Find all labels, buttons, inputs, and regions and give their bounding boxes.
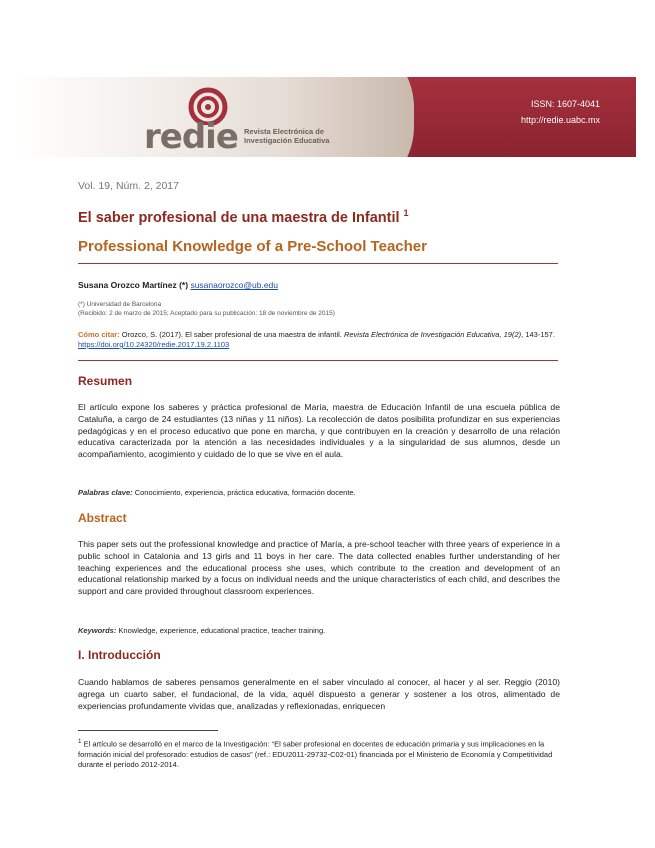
doi-link[interactable]: https://doi.org/10.24320/redie.2017.19.2.1103 [78, 340, 230, 349]
abstract-heading: Abstract [78, 511, 127, 525]
journal-banner [14, 77, 636, 157]
footnote-rule [78, 730, 218, 731]
title-spanish-text: El saber profesional de una maestra de Infantil [78, 209, 400, 226]
affiliation-block [78, 301, 335, 318]
resumen-body: El artículo expone los saberes y práctica profesional de María, maestra de Educación Infantil de una escuela pública de Cataluña, a cargo de 24 estudiantes (13 niñas y 11 niños). La recolección de datos posibilita profundizar en sus experiencias pedagógicas y en el proceso educativo que pone en marcha, y que contribuyen en la creación y desarrollo de una relación educativa caracterizada por la atención a las necesidades individuales y a la singularidad de sus alumnos, desde un acompañamiento, acogimiento y cuidado de lo que se vive en el aula. [78, 402, 560, 460]
title-english: Professional Knowledge of a Pre-School Teacher [78, 238, 427, 255]
citation-pages: , 143-157. [521, 330, 555, 339]
logo-subtitle [244, 127, 354, 145]
footnote-mark: 1 [78, 738, 82, 745]
keywords-label: Keywords: [78, 626, 117, 635]
logo-subtitle-line-1: Revista Electrónica de [244, 127, 325, 136]
affiliation: (*) Universidad de Barcelona [78, 301, 162, 308]
citation-text: Orozco, S. (2017). El saber profesional de una maestra de infantil. [119, 330, 344, 339]
title-footnote-mark: 1 [403, 208, 409, 218]
citation-rule [78, 360, 558, 361]
intro-body: Cuando hablamos de saberes pensamos generalmente en el saber vinculado al conocer, al hacer y al ser. Reggio (2010) agrega un cuarto saber, el fundacional, de la vida, aquél dispuesto a generar y sostener a los otros, alimentado de experiencias profundamente vividas que, analizadas y reflexionadas, enriquecen [78, 677, 560, 711]
logo-subtitle-line-2: Investigación Educativa [244, 136, 330, 145]
author-mark: (*) [179, 280, 189, 290]
palabras-clave [78, 488, 356, 497]
journal-url: http://redie.uabc.mx [520, 115, 600, 125]
submission-dates: (Recibido: 2 de marzo de 2015; Aceptado para su publicación: 18 de noviembre de 2015) [78, 309, 335, 317]
keywords [78, 626, 325, 635]
logo-wordmark: redie [144, 117, 238, 157]
abstract-body: This paper sets out the professional knowledge and practice of María, a pre-school teacher with three years of experience in a public school in Catalonia and 13 girls and 11 boys in her care. The data collected enables further understanding of her teaching experiences and the educational process she uses, which contribute to the creation and development of an educational relationship marked by a focus on individual needs and the unique characteristics of each child, and describes the support and care provided throughout classroom experiences. [78, 539, 560, 597]
volume-info: Vol. 19, Núm. 2, 2017 [78, 180, 179, 192]
footnote [78, 737, 560, 770]
citation-issue: (2) [511, 330, 522, 339]
palabras-clave-label: Palabras clave: [78, 488, 133, 497]
title-spanish [78, 208, 409, 226]
citation-block [78, 330, 560, 350]
citation-journal: Revista Electrónica de Investigación Educativa, 19 [343, 330, 512, 339]
author-email-link[interactable]: susanaorozco@ub.edu [190, 280, 279, 290]
palabras-clave-text: Conocimiento, experiencia, práctica educativa, formación docente. [132, 488, 356, 497]
title-rule [78, 263, 558, 264]
keywords-text: Knowledge, experience, educational practice, teacher training. [116, 626, 326, 635]
author-line [78, 280, 278, 290]
citation-label: Cómo citar: [78, 330, 120, 339]
author-name: Susana Orozco Martínez [78, 280, 177, 290]
issn-label: ISSN: 1607-4041 [530, 99, 600, 109]
banner-curve [274, 77, 414, 157]
intro-heading: I. Introducción [78, 648, 161, 662]
resumen-heading: Resumen [78, 374, 133, 388]
footnote-text: El artículo se desarrolló en el marco de la Investigación: “El saber profesional en docentes de educación primaria y sus implicaciones en la formación inicial del profesorado: estudios de casos” (ref.: EDU2011-29732-C02-01) financiada por el Ministerio de Economía y Competitividad durante el período 2012-2014. [78, 739, 553, 769]
